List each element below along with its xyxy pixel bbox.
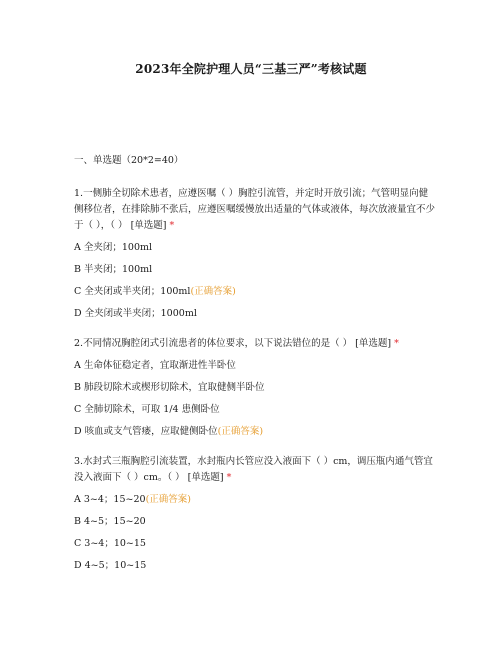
option-a: A 全夹闭；100ml: [74, 242, 153, 253]
option-b: B 4~5；15~20: [74, 516, 146, 527]
question-text: 3.水封式三瓶胸腔引流装置，水封瓶内长管应没入液面下（ ）cm，调压瓶内通气管宜没入液面下（ ）cm。（ ）: [74, 456, 433, 483]
question-list: [74, 186, 436, 588]
correct-answer-tag: (正确答案): [190, 286, 236, 297]
question-3: [74, 454, 436, 574]
option-a: A 3~4；15~20(正确答案): [74, 494, 191, 505]
option-c: C 3~4；10~15: [74, 538, 146, 549]
question-type-label: [单选题]: [187, 472, 224, 483]
question-text: 1.一侧肺全切除术患者，应遵医嘱（ ）胸腔引流管，并定时开放引流；气管明显向健侧移位者，在排除肺不张后，应遵医嘱缓慢放出适量的气体或液体，每次放液量宜不少于（ ），（ ）: [74, 188, 436, 231]
question-text: 2.不同情况胸腔闭式引流患者的体位要求，以下说法错位的是（ ）: [74, 338, 353, 349]
correct-answer-tag: (正确答案): [217, 426, 264, 437]
correct-answer-tag: (正确答案): [145, 494, 191, 505]
question-type-label: [单选题]: [355, 338, 392, 349]
question-2: [74, 336, 436, 440]
option-c: C 全肺切除术，可取 1/4 患侧卧位: [74, 404, 220, 415]
question-stem: [74, 186, 436, 234]
option-d: D 4~5；10~15: [74, 560, 147, 571]
option-d: D 咳血或支气管瘘，应取健侧卧位(正确答案): [74, 426, 264, 437]
option-c: C 全夹闭或半夹闭；100ml(正确答案): [74, 286, 236, 297]
section-heading: 一、单选题（20*2=40）: [74, 155, 184, 166]
option-b: B 肺段切除术或楔形切除术，宜取健侧半卧位: [74, 382, 265, 393]
question-type-label: [单选题]: [130, 220, 167, 231]
option-a: A 生命体征稳定者，宜取渐进性半卧位: [74, 360, 236, 371]
question-stem: [74, 454, 436, 486]
question-stem: [74, 336, 436, 352]
required-mark: *: [394, 338, 399, 349]
required-mark: *: [226, 472, 232, 483]
page-title: 2023年全院护理人员“三基三严”考核试题: [135, 62, 367, 76]
option-d: D 全夹闭或半夹闭；1000ml: [74, 308, 197, 319]
question-1: [74, 186, 436, 322]
required-mark: *: [169, 220, 175, 231]
option-b: B 半夹闭；100ml: [74, 264, 153, 275]
